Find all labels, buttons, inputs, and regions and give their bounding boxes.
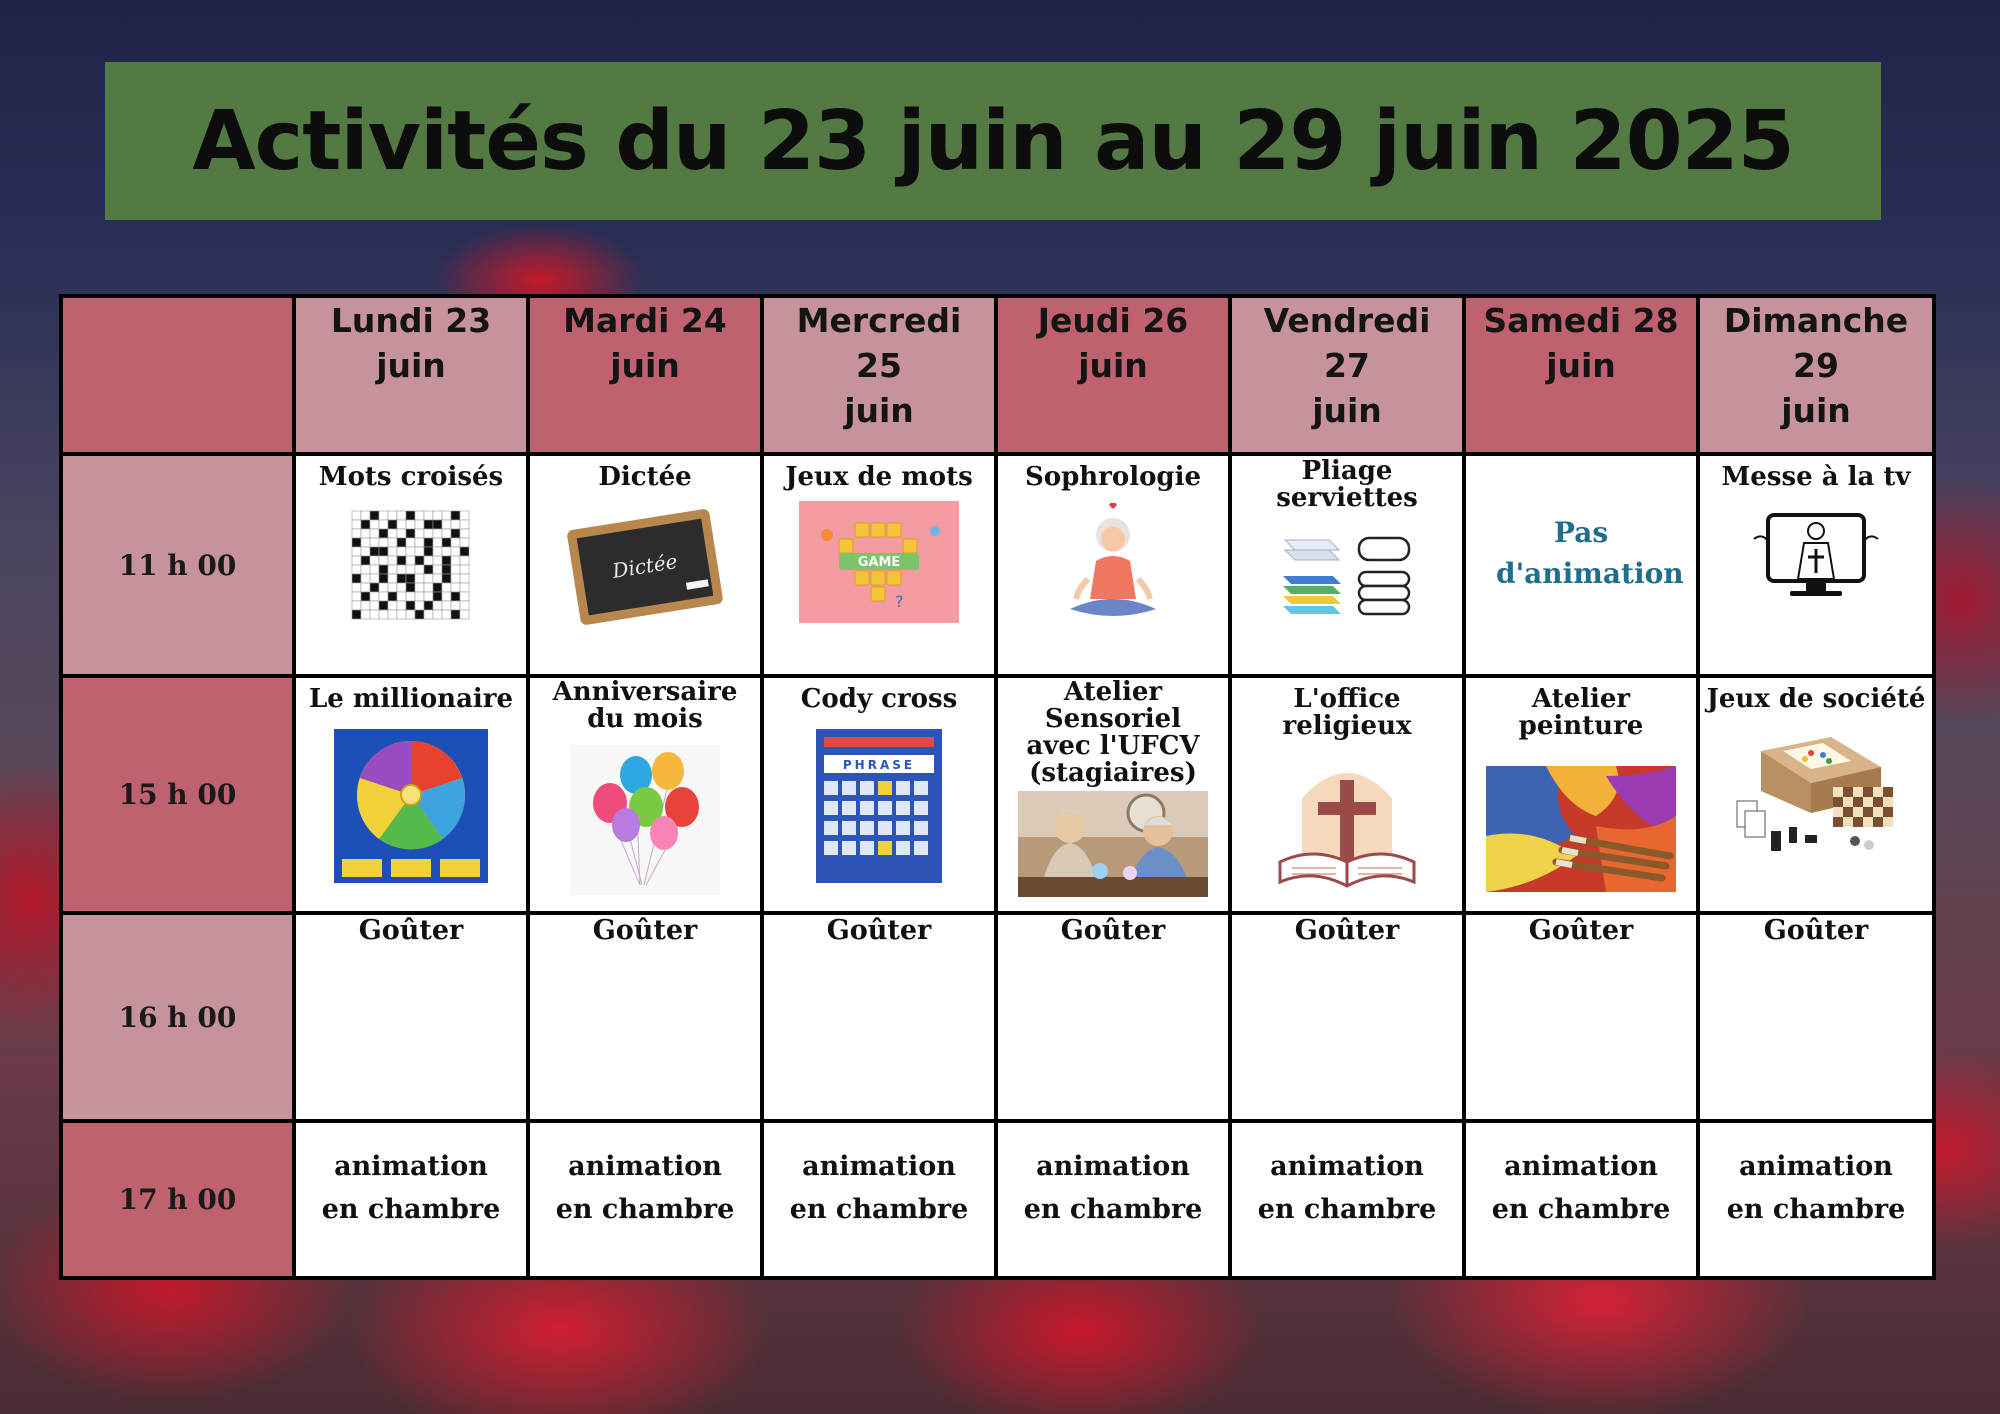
day-header-saturday bbox=[1464, 296, 1698, 454]
activity-cell bbox=[1230, 454, 1464, 676]
wheel-game-icon bbox=[296, 729, 526, 883]
time-cell-11h bbox=[61, 454, 294, 676]
row-15h bbox=[61, 676, 1934, 913]
activity-title: Mots croisés bbox=[318, 462, 504, 492]
snack-label: Goûter bbox=[1294, 915, 1400, 946]
activity-cell bbox=[762, 454, 996, 676]
svg-text:GAME: GAME bbox=[857, 555, 901, 570]
title-banner bbox=[105, 62, 1881, 220]
snack-label: Goûter bbox=[1528, 915, 1634, 946]
day-header-monday bbox=[294, 296, 528, 454]
paint-icon bbox=[1466, 766, 1696, 892]
activity-title: Pliage serviettes bbox=[1276, 456, 1418, 513]
time-label: 15 h 00 bbox=[118, 778, 237, 811]
header-row bbox=[61, 296, 1934, 454]
svg-text:?: ? bbox=[895, 592, 904, 611]
svg-text:Dictée: Dictée bbox=[610, 549, 679, 583]
day-label: juin bbox=[1546, 346, 1616, 385]
activity-title: Messe à la tv bbox=[1721, 462, 1911, 492]
day-header-wednesday bbox=[762, 296, 996, 454]
corner-cell bbox=[61, 296, 294, 454]
day-label: juin bbox=[610, 346, 680, 385]
activity-title: Sophrologie bbox=[1024, 462, 1202, 492]
activity-title: Anniversaire du mois bbox=[552, 677, 738, 734]
time-cell-17h bbox=[61, 1121, 294, 1278]
room-activity-label: animation en chambre bbox=[789, 1151, 969, 1225]
snack-label: Goûter bbox=[1060, 915, 1166, 946]
schedule-table bbox=[59, 294, 1936, 1280]
activity-title: Atelier Sensoriel avec l'UFCV (stagiaires) bbox=[1026, 677, 1200, 788]
activity-cell bbox=[1464, 454, 1698, 676]
row-11h bbox=[61, 454, 1934, 676]
cody-cross-icon bbox=[764, 729, 994, 883]
activity-cell bbox=[528, 676, 762, 913]
activity-title: L'office religieux bbox=[1282, 684, 1412, 741]
activity-cell bbox=[996, 1121, 1230, 1278]
tv-mass-icon bbox=[1700, 509, 1932, 609]
day-label: juin bbox=[376, 346, 446, 385]
day-header-tuesday bbox=[528, 296, 762, 454]
day-label: Vendredi 27 bbox=[1263, 301, 1431, 385]
time-label: 17 h 00 bbox=[118, 1183, 237, 1216]
activity-cell bbox=[528, 454, 762, 676]
svg-text:PHRASE: PHRASE bbox=[842, 758, 916, 772]
sensory-workshop-photo bbox=[998, 791, 1228, 897]
snack-label: Goûter bbox=[592, 915, 698, 946]
time-label: 16 h 00 bbox=[118, 1000, 237, 1034]
activity-cell bbox=[1698, 913, 1934, 1121]
snack-label: Goûter bbox=[1763, 915, 1869, 946]
day-label: juin bbox=[1312, 391, 1382, 430]
activity-cell bbox=[762, 1121, 996, 1278]
page-title: Activités du 23 juin au 29 juin 2025 bbox=[192, 93, 1794, 189]
time-cell-16h bbox=[61, 913, 294, 1121]
day-label: juin bbox=[844, 391, 914, 430]
no-activity-note: Pas d'animation bbox=[1496, 516, 1684, 590]
activity-cell bbox=[1698, 676, 1934, 913]
day-header-sunday bbox=[1698, 296, 1934, 454]
activity-cell bbox=[762, 913, 996, 1121]
cross-book-icon bbox=[1232, 758, 1462, 898]
day-label: Dimanche 29 bbox=[1723, 301, 1909, 385]
activity-cell bbox=[294, 913, 528, 1121]
day-label: Mardi 24 bbox=[563, 301, 727, 340]
time-cell-15h bbox=[61, 676, 294, 913]
row-16h bbox=[61, 913, 1934, 1121]
day-header-thursday bbox=[996, 296, 1230, 454]
snack-label: Goûter bbox=[826, 915, 932, 946]
activity-cell bbox=[1464, 913, 1698, 1121]
activity-cell bbox=[1230, 676, 1464, 913]
activity-cell bbox=[1464, 1121, 1698, 1278]
activity-cell bbox=[1464, 676, 1698, 913]
activity-title: Dictée bbox=[598, 462, 692, 492]
day-label: Jeudi 26 bbox=[1037, 301, 1189, 340]
activity-cell bbox=[294, 454, 528, 676]
activity-cell bbox=[1698, 1121, 1934, 1278]
activity-title: Jeux de société bbox=[1706, 684, 1926, 714]
room-activity-label: animation en chambre bbox=[321, 1151, 501, 1225]
activity-cell bbox=[762, 676, 996, 913]
napkins-icon bbox=[1232, 526, 1462, 626]
row-17h bbox=[61, 1121, 1934, 1278]
day-header-friday bbox=[1230, 296, 1464, 454]
day-label: Samedi 28 bbox=[1483, 301, 1679, 340]
room-activity-label: animation en chambre bbox=[1023, 1151, 1203, 1225]
activity-cell bbox=[528, 913, 762, 1121]
room-activity-label: animation en chambre bbox=[1257, 1151, 1437, 1225]
activity-cell bbox=[996, 913, 1230, 1121]
meditation-icon bbox=[998, 501, 1228, 626]
day-label: juin bbox=[1078, 346, 1148, 385]
activity-cell bbox=[1230, 1121, 1464, 1278]
chalkboard-icon bbox=[530, 501, 760, 633]
day-label: Mercredi 25 bbox=[796, 301, 962, 385]
snack-label: Goûter bbox=[358, 915, 464, 946]
activity-cell bbox=[294, 1121, 528, 1278]
activity-cell bbox=[996, 676, 1230, 913]
activity-cell bbox=[1230, 913, 1464, 1121]
room-activity-label: animation en chambre bbox=[555, 1151, 735, 1225]
time-label: 11 h 00 bbox=[118, 548, 237, 582]
activity-cell bbox=[1698, 454, 1934, 676]
activity-cell bbox=[996, 454, 1230, 676]
room-activity-label: animation en chambre bbox=[1491, 1151, 1671, 1225]
board-games-icon bbox=[1700, 731, 1932, 857]
day-label: Lundi 23 bbox=[330, 301, 492, 340]
day-label: juin bbox=[1781, 391, 1851, 430]
room-activity-label: animation en chambre bbox=[1726, 1151, 1906, 1225]
activity-title: Le millionaire bbox=[308, 684, 514, 714]
activity-title: Atelier peinture bbox=[1518, 684, 1644, 741]
balloons-icon bbox=[530, 745, 760, 895]
activity-cell bbox=[528, 1121, 762, 1278]
crossword-icon bbox=[296, 501, 526, 631]
activity-title: Cody cross bbox=[800, 684, 958, 714]
activity-cell bbox=[294, 676, 528, 913]
word-game-icon bbox=[764, 501, 994, 623]
activity-title: Jeux de mots bbox=[785, 462, 973, 492]
